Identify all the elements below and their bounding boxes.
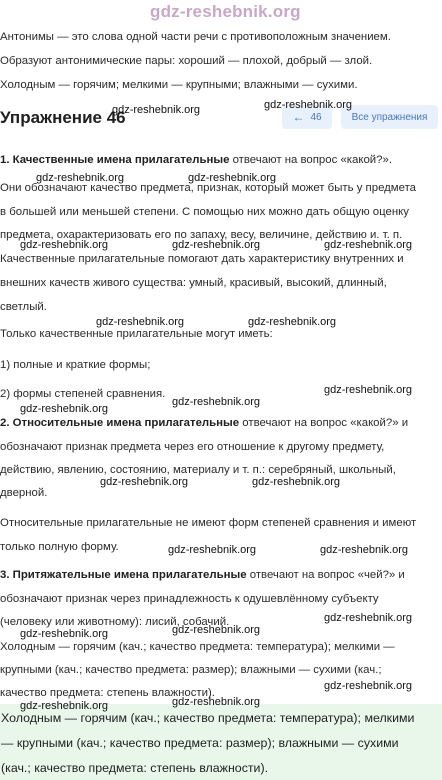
heading-relative: 2. Относительные имена прилагательные — [0, 417, 240, 429]
answer-line: Холодным — горячим (кач.; качество предмета: температура); мелкими — [1, 711, 415, 725]
watermark: gdz-reshebnik.org — [20, 628, 109, 640]
text-line: Относительные прилагательные не имеют форм степеней сравнения и имеют — [0, 517, 417, 529]
watermark: gdz-reshebnik.org — [324, 239, 413, 251]
text-line: Они обозначают качество предмета, признак, который может быть у предмета — [0, 182, 417, 194]
watermark: gdz-reshebnik.org — [320, 544, 409, 556]
watermark: gdz-reshebnik.org — [172, 396, 261, 408]
exercise-title: Упражнение 46 — [0, 108, 126, 127]
prev-exercise-label: 46 — [310, 111, 322, 123]
intro-line-1: Антонимы — это слова одной части речи с противоположным значением. — [0, 31, 391, 43]
site-logo[interactable]: gdz-reshebnik.org — [150, 2, 301, 21]
text-line: действию, явлению, состоянию, материалу и т. п.: серебряный, школьный, — [0, 464, 396, 476]
answer-line: (кач.; качество предмета: степень влажности). — [1, 761, 269, 775]
watermark: gdz-reshebnik.org — [112, 104, 201, 116]
arrow-left-icon: ← — [292, 110, 305, 124]
watermark: gdz-reshebnik.org — [172, 696, 261, 708]
watermark: gdz-reshebnik.org — [100, 476, 189, 488]
watermark: gdz-reshebnik.org — [324, 612, 413, 624]
text-line: дверной. — [0, 487, 48, 499]
intro-line-3: Холодным — горячим; мелкими — крупными; влажными — сухими. — [0, 79, 358, 91]
answer-box — [0, 704, 442, 780]
text-line: Холодным — горячим (кач.; качество предмета: температура); мелкими — — [0, 641, 395, 653]
text-line — [0, 416, 408, 430]
text-line: (человеку или животному): лисий, собачий. — [0, 616, 230, 628]
text-line: обозначают признак через принадлежность к одушевлённому субъекту — [0, 593, 379, 605]
text-line: только полную форму. — [0, 541, 119, 553]
text-line: светлый. — [0, 301, 47, 313]
watermark: gdz-reshebnik.org — [324, 680, 413, 692]
text-span: отвечают на вопрос «какой?» и — [239, 417, 409, 429]
text-line: Только качественные прилагательные могут иметь: — [0, 328, 273, 340]
text-line: внешних качеств живого существа: умный, красивый, высокий, длинный, — [0, 277, 387, 289]
text-line: качество предмета: степень влажности). — [0, 687, 215, 699]
watermark: gdz-reshebnik.org — [264, 99, 353, 111]
heading-qualitative: 1. Качественные имена прилагательные — [0, 154, 230, 166]
intro-line-2: Образуют антонимические пары: хороший — плохой, добрый — злой. — [0, 55, 373, 67]
watermark: gdz-reshebnik.org — [188, 172, 277, 184]
text-line: в большей или меньшей степени. С помощью них можно дать общую оценку — [0, 206, 409, 218]
watermark: gdz-reshebnik.org — [20, 700, 109, 712]
watermark: gdz-reshebnik.org — [172, 624, 261, 636]
watermark: gdz-reshebnik.org — [36, 172, 125, 184]
text-line: 2) формы степеней сравнения. — [0, 388, 166, 400]
text-line: обозначают признак предмета через его отношение к другому предмету, — [0, 441, 385, 453]
text-line: крупными (кач.; качество предмета: размер); влажными — сухими (кач.; — [0, 664, 382, 676]
watermark: gdz-reshebnik.org — [20, 239, 109, 251]
watermark: gdz-reshebnik.org — [20, 403, 109, 415]
watermark: gdz-reshebnik.org — [252, 476, 341, 488]
all-exercises-button[interactable]: Все упражнения — [341, 105, 438, 129]
text-line: предмета, охарактеризовать его по запаху, весу, величине, действию и. т. п. — [0, 229, 403, 241]
heading-possessive: 3. Притяжательные имена прилагательные — [0, 569, 247, 581]
text-span: отвечают на вопрос «чей?» и — [246, 569, 405, 581]
answer-line: — крупными (кач.; качество предмета: размер); влажными — сухими — [1, 736, 399, 750]
watermark: gdz-reshebnik.org — [172, 239, 261, 251]
watermark: gdz-reshebnik.org — [96, 316, 185, 328]
watermark: gdz-reshebnik.org — [248, 316, 337, 328]
text-line — [0, 568, 405, 582]
text-line — [0, 153, 392, 167]
watermark: gdz-reshebnik.org — [168, 544, 257, 556]
text-line: Качественные прилагательные помогают дать характеристику внутренних и — [0, 253, 404, 265]
text-line: 1) полные и краткие формы; — [0, 359, 151, 371]
watermark: gdz-reshebnik.org — [324, 384, 413, 396]
text-span: отвечают на вопрос «какой?». — [229, 154, 393, 166]
